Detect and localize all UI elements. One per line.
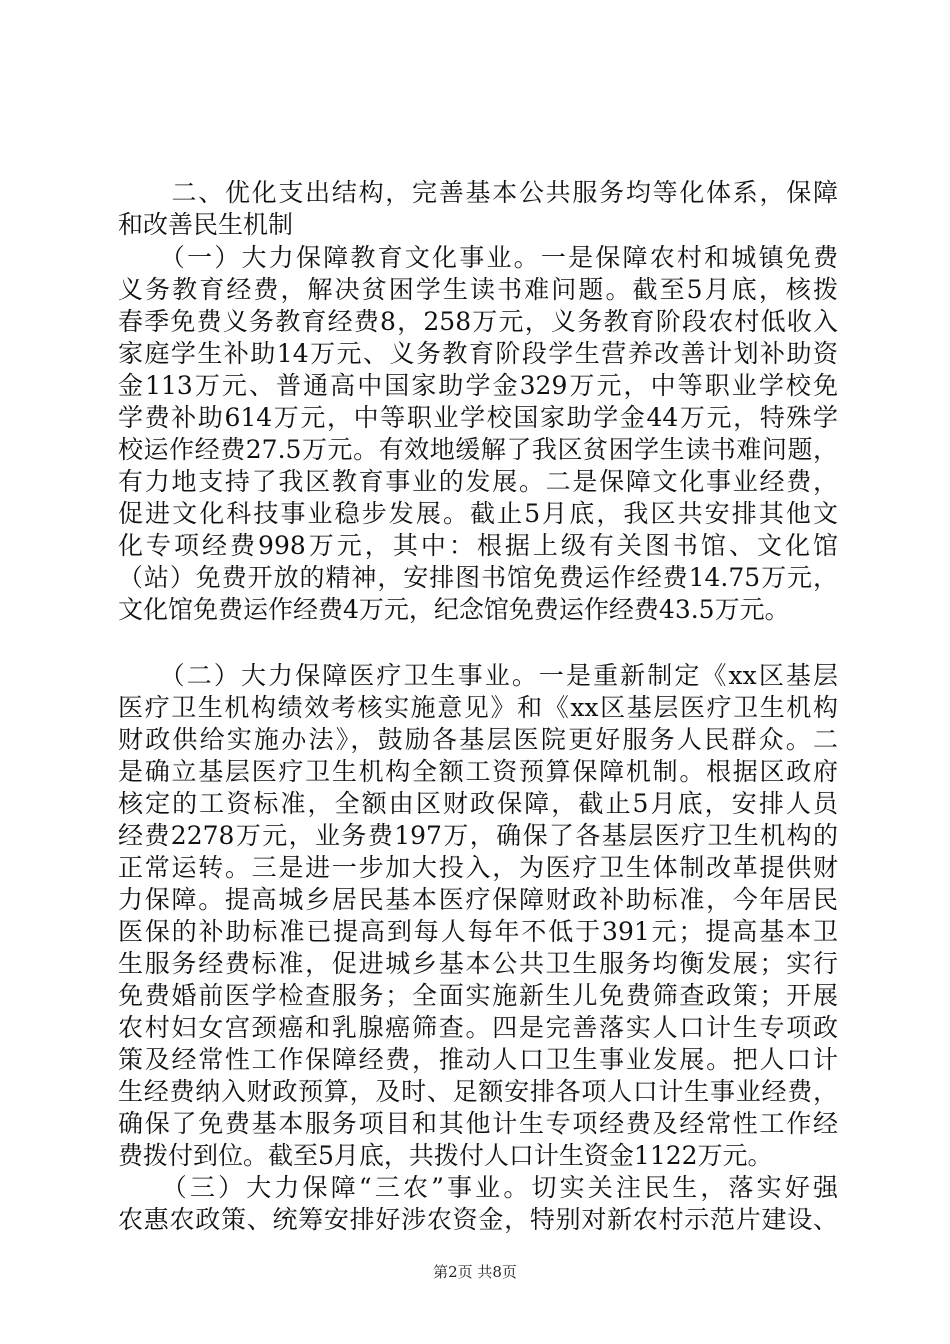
paragraph-line: 正常运转。三是进一步加大投入，为医疗卫生体制改革提供财 [118,853,838,882]
paragraph-line: 策及经常性工作保障经费，推动人口卫生事业发展。把人口计 [118,1045,838,1074]
paragraph-line: 金113万元、普通高中国家助学金329万元，中等职业学校免 [118,371,838,400]
paragraph-line: 化专项经费998万元，其中：根据上级有关图书馆、文化馆 [118,531,838,560]
heading-line: 和改善民生机制 [118,210,294,239]
paragraph-line: 文化馆免费运作经费4万元，纪念馆免费运作经费43.5万元。 [118,595,790,624]
paragraph-line: （站）免费开放的精神，安排图书馆免费运作经费14.75万元， [118,563,838,592]
paragraph-line: 免费婚前医学检查服务；全面实施新生儿免费筛查政策；开展 [118,981,838,1010]
heading-line: 二、优化支出结构，完善基本公共服务均等化体系，保障 [118,178,838,207]
paragraph-line: 生经费纳入财政预算，及时、足额安排各项人口计生事业经费， [118,1077,838,1106]
page-number-footer: 第2页 共8页 [433,1263,517,1281]
paragraph-line: （三）大力保障“三农”事业。切实关注民生，落实好强 [118,1173,838,1202]
paragraph-line: 农村妇女宫颈癌和乳腺癌筛查。四是完善落实人口计生专项政 [118,1013,838,1042]
paragraph-line: 确保了免费基本服务项目和其他计生专项经费及经常性工作经 [118,1109,838,1138]
paragraph-line: 有力地支持了我区教育事业的发展。二是保障文化事业经费， [118,467,838,496]
paragraph-line: 费拨付到位。截至5月底，共拨付人口计生资金1122万元。 [118,1141,773,1170]
paragraph-line: 农惠农政策、统筹安排好涉农资金，特别对新农村示范片建设、 [118,1205,838,1234]
paragraph-line: （二）大力保障医疗卫生事业。一是重新制定《xx区基层 [118,661,838,690]
paragraph-line: 经费2278万元，业务费197万，确保了各基层医疗卫生机构的 [118,821,838,850]
paragraph-line: 促进文化科技事业稳步发展。截止5月底，我区共安排其他文 [118,499,838,528]
paragraph-line: （一）大力保障教育文化事业。一是保障农村和城镇免费 [118,243,838,272]
paragraph-line: 春季免费义务教育经费8，258万元，义务教育阶段农村低收入 [118,307,838,336]
paragraph-line: 医疗卫生机构绩效考核实施意见》和《xx区基层医疗卫生机构 [118,693,838,722]
paragraph-line: 核定的工资标准，全额由区财政保障，截止5月底，安排人员 [118,789,838,818]
paragraph-line: 医保的补助标准已提高到每人每年不低于391元；提高基本卫 [118,917,838,946]
paragraph-line: 力保障。提高城乡居民基本医疗保障财政补助标准，今年居民 [118,885,838,914]
paragraph-line: 财政供给实施办法》，鼓励各基层医院更好服务人民群众。二 [118,725,838,754]
paragraph-line: 生服务经费标准，促进城乡基本公共卫生服务均衡发展；实行 [118,949,838,978]
paragraph-line: 校运作经费27.5万元。有效地缓解了我区贫困学生读书难问题， [118,435,838,464]
paragraph-line: 家庭学生补助14万元、义务教育阶段学生营养改善计划补助资 [118,339,838,368]
paragraph-line: 学费补助614万元，中等职业学校国家助学金44万元，特殊学 [118,403,838,432]
paragraph-line: 义务教育经费，解决贫困学生读书难问题。截至5月底，核拨 [118,275,838,304]
paragraph-line: 是确立基层医疗卫生机构全额工资预算保障机制。根据区政府 [118,757,838,786]
